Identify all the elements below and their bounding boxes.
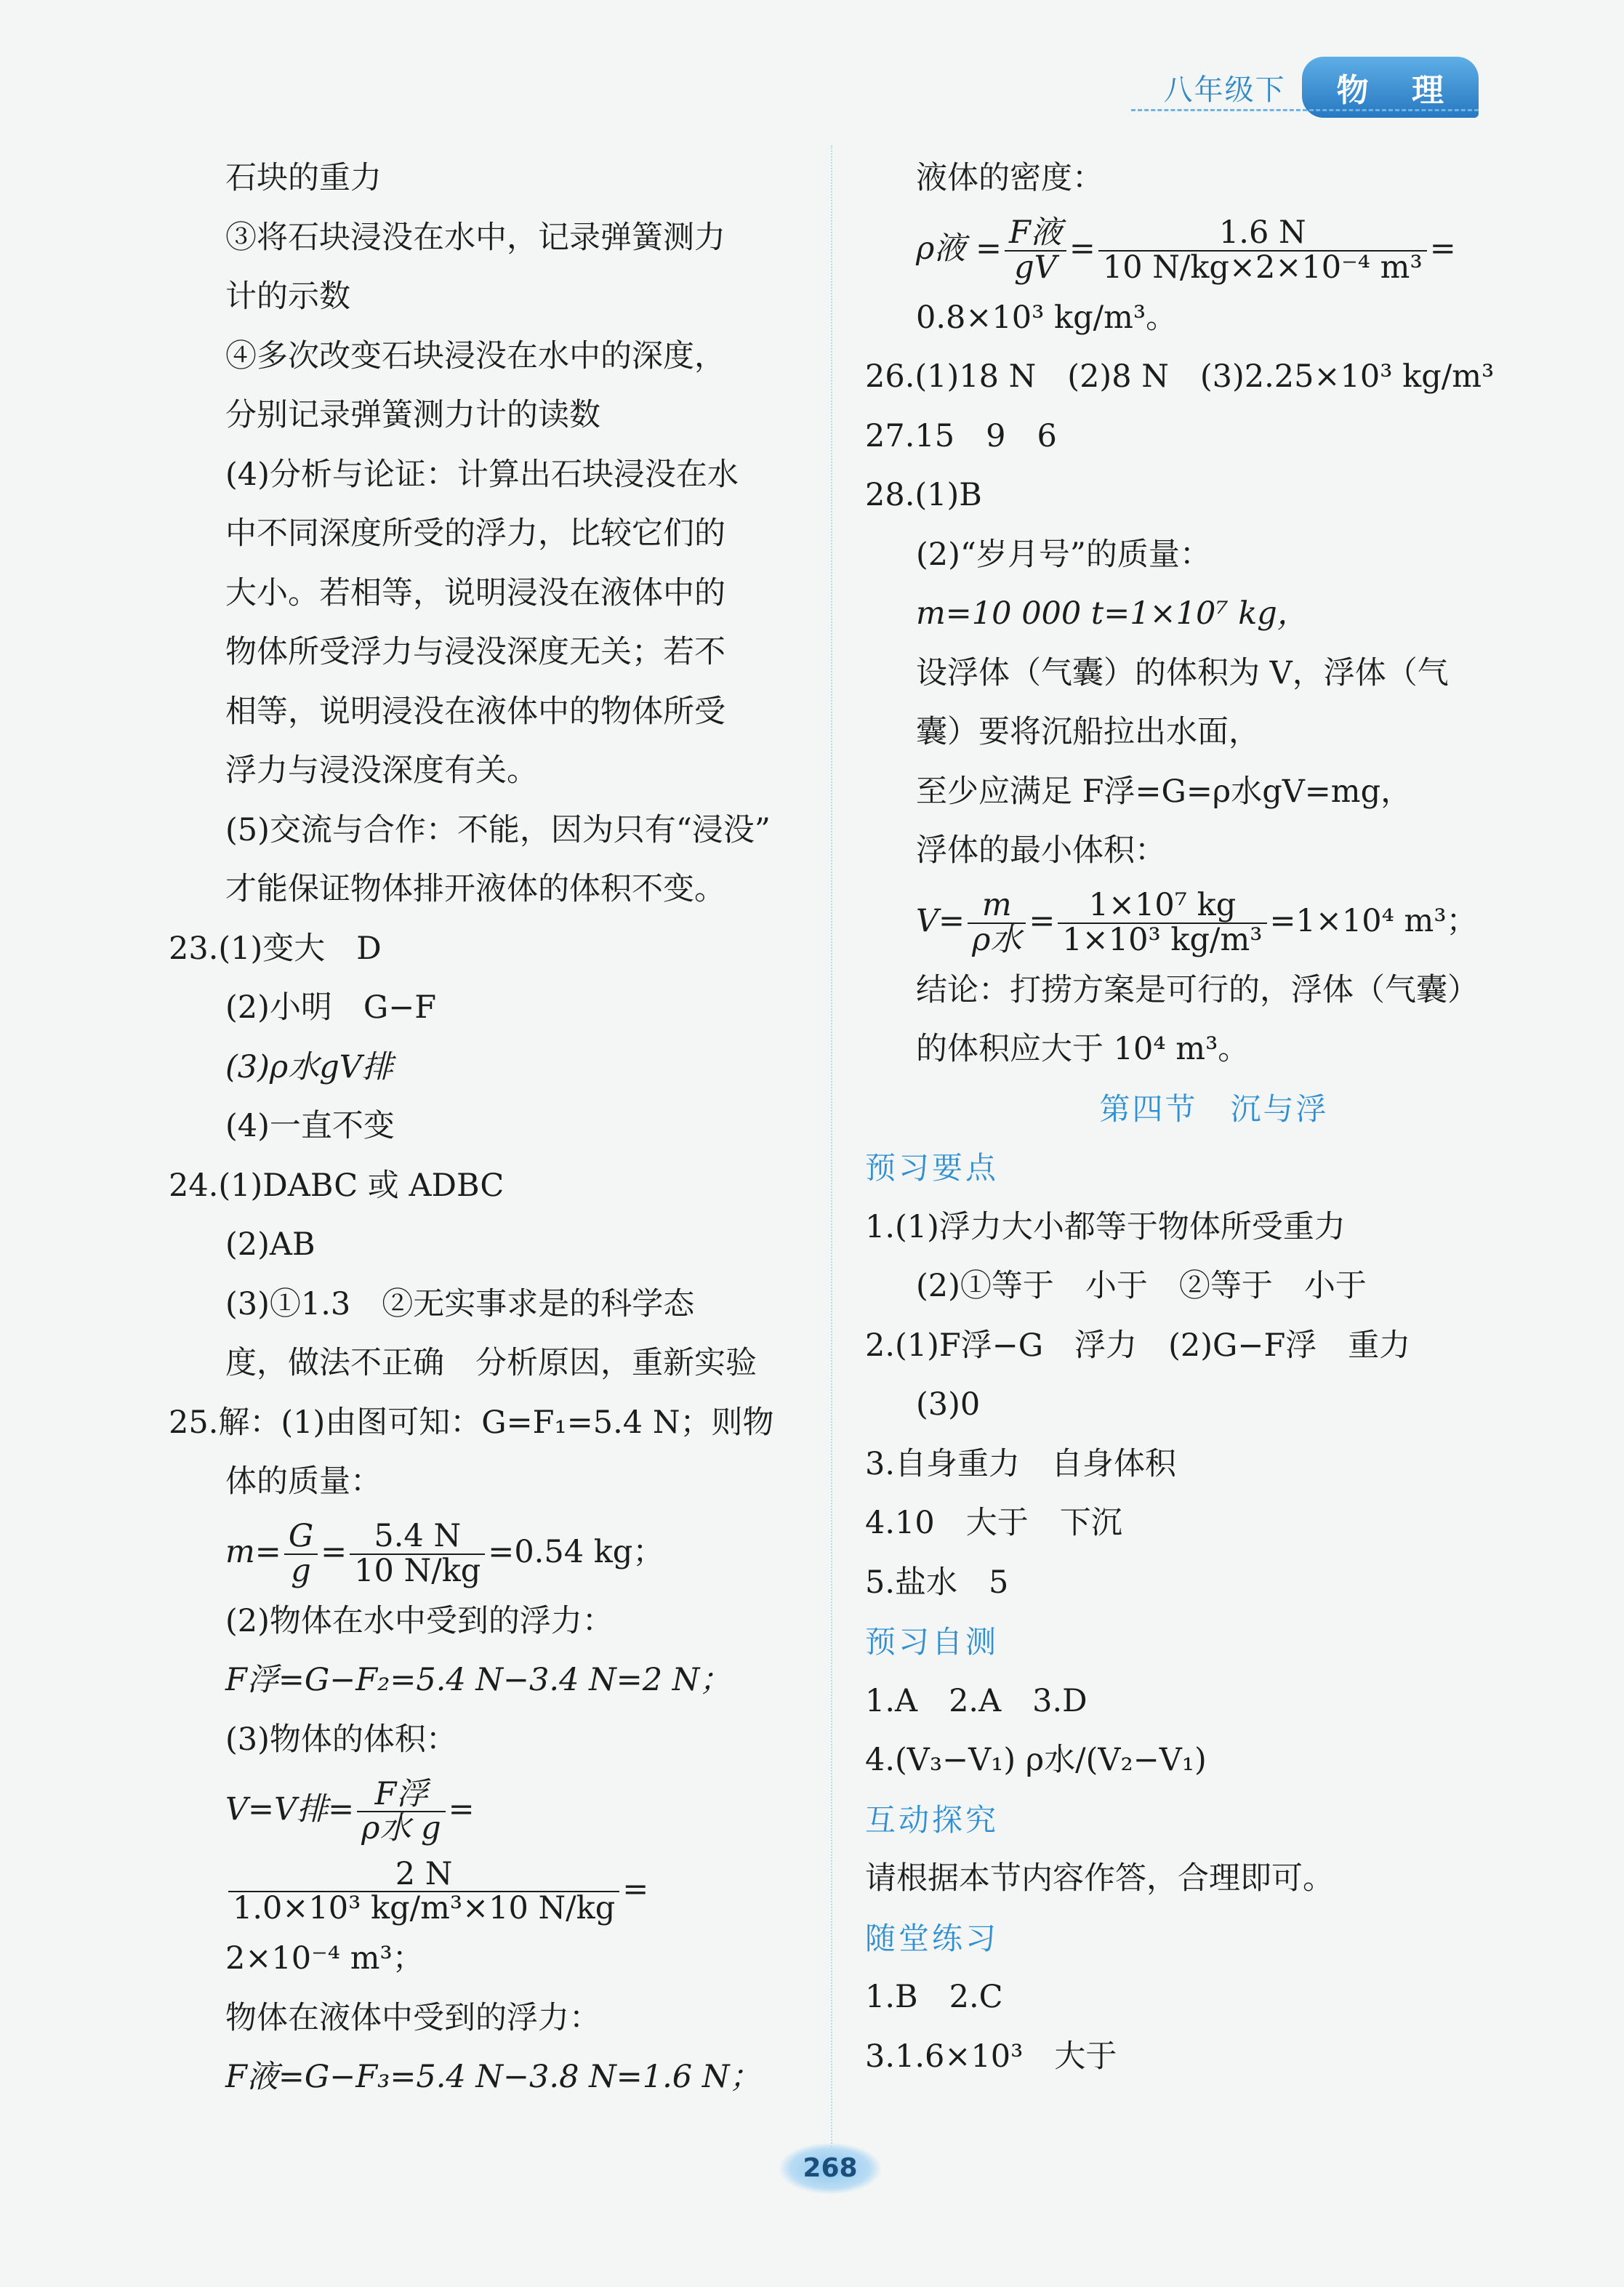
column-divider: [831, 145, 832, 2181]
answer-line: 3.1.6×10³ 大于: [865, 2038, 1117, 2075]
answer-line: F液=G−F₃=5.4 N−3.8 N=1.6 N；: [225, 2059, 761, 2095]
right-column: [865, 149, 1505, 2086]
answer-line: 结论：打捞方案是可行的，浮体（气囊）: [916, 971, 1479, 1008]
heading-practice: 随堂练习: [865, 1920, 1000, 1956]
answer-line: 分别记录弹簧测力计的读数: [225, 397, 600, 433]
header-divider: [1131, 109, 1479, 111]
answer-line: (4)一直不变: [225, 1108, 395, 1144]
heading-preview-test: 预习自测: [865, 1624, 1000, 1660]
fraction: $\frac{\text{F液}}{gV}$: [1005, 217, 1066, 284]
answer-27: 27.15 9 6: [865, 417, 1057, 454]
subject-tab: 物 理: [1302, 57, 1479, 118]
answer-line: 体的质量：: [225, 1463, 382, 1500]
density-formula: ρ液 = $\frac{\text{F液}}{gV}$ = $\frac{1.6 N}{\text{10 N/kg×2×10⁻⁴ m³}}$ =: [916, 214, 1456, 286]
answer-line: 4.(V₃−V₁) ρ水/(V₂−V₁): [865, 1742, 1207, 1778]
answer-line: 相等，说明浸没在液体中的物体所受: [225, 693, 725, 730]
answer-line: (3)0: [916, 1386, 981, 1423]
answer-line: 大小。若相等，说明浸没在液体中的: [225, 574, 725, 611]
answer-line: 囊）要将沉船拉出水面，: [916, 714, 1260, 750]
answer-line: 3.自身重力 自身体积: [865, 1445, 1177, 1482]
fraction: $\frac{2 N}{\text{1.0×10³ kg/m³×10 N/kg}}$: [228, 1858, 619, 1925]
answer-line: (3)①1.3 ②无实事求是的科学态: [225, 1285, 695, 1322]
answer-line: 物体在液体中受到的浮力：: [225, 1999, 600, 2036]
answer-line: F浮=G−F₂=5.4 N−3.4 N=2 N；: [225, 1662, 731, 1698]
answer-line: (2)物体在水中受到的浮力：: [225, 1602, 614, 1639]
answer-line: 物体所受浮力与浸没深度无关；若不: [225, 634, 725, 670]
answer-line: (2)小明 G−F: [225, 989, 437, 1026]
volume-formula-2: $\frac{2 N}{\text{1.0×10³ kg/m³×10 N/kg}}$ =: [169, 1849, 808, 1929]
fraction: $\frac{\text{F浮}}{\text{ρ水 g}}$: [357, 1778, 445, 1845]
fraction: $\frac{\text{1×10⁷ kg}}{\text{1×10³ kg/m³}}$: [1058, 889, 1266, 956]
answer-line: 度，做法不正确 分析原因，重新实验: [225, 1345, 757, 1381]
fraction: $\frac{G}{g}$: [284, 1520, 318, 1587]
heading-interactive: 互动探究: [865, 1801, 1000, 1838]
answer-line: m=10 000 t=1×10⁷ kg，: [916, 595, 1309, 632]
answer-line: 1.(1)浮力大小都等于物体所受重力: [865, 1208, 1346, 1245]
answer-line: 石块的重力: [225, 160, 382, 196]
answer-23: 23.(1)变大 D: [169, 930, 382, 967]
answer-line: 1.B 2.C: [865, 1979, 1003, 2015]
grade-label: 八年级下: [1163, 73, 1286, 107]
mass-formula: m= $\frac{G}{g}$ = $\frac{5.4 N}{10 N/kg}$ =0.54 kg；: [225, 1518, 664, 1589]
answer-line: (4)分析与论证：计算出石块浸没在水: [225, 456, 739, 493]
answer-line: (2)AB: [225, 1226, 315, 1263]
answer-line: (5)交流与合作：不能，因为只有“浸没”: [225, 811, 771, 848]
answer-25: 25.解：(1)由图可知：G=F₁=5.4 N；则物: [169, 1404, 774, 1441]
answer-line: ④多次改变石块浸没在水中的深度，: [225, 337, 725, 374]
answer-line: 2.(1)F浮−G 浮力 (2)G−F浮 重力: [865, 1327, 1411, 1364]
answer-line: 2×10⁻⁴ m³；: [225, 1940, 424, 1977]
answer-line: 至少应满足 F浮=G=ρ水gV=mg，: [916, 773, 1412, 810]
answer-line: 4.10 大于 下沉: [865, 1505, 1122, 1541]
answer-line: 0.8×10³ kg/m³。: [916, 299, 1178, 336]
heading-preview-points: 预习要点: [865, 1150, 1000, 1186]
answer-line: 1.A 2.A 3.D: [865, 1682, 1088, 1719]
volume-formula: V=V排= $\frac{\text{F浮}}{\text{ρ水 g}}$ =: [225, 1775, 475, 1846]
answer-line: ③将石块浸没在水中，记录弹簧测力: [225, 219, 725, 256]
answer-line: 浮力与浸没深度有关。: [225, 752, 538, 789]
answer-line: 液体的密度：: [916, 160, 1104, 196]
answer-line: 设浮体（气囊）的体积为 V，浮体（气: [916, 654, 1449, 691]
answer-line: 才能保证物体排开液体的体积不变。: [225, 871, 725, 907]
left-column: [169, 149, 808, 2107]
answer-line: 中不同深度所受的浮力，比较它们的: [225, 515, 725, 552]
fraction: $\frac{m}{\text{ρ水}}$: [968, 889, 1026, 956]
page-number: 268: [779, 2143, 881, 2194]
fraction: $\frac{1.6 N}{\text{10 N/kg×2×10⁻⁴ m³}}$: [1098, 217, 1427, 284]
answer-line: 请根据本节内容作答，合理即可。: [865, 1860, 1334, 1897]
section-title: 第四节 沉与浮: [1099, 1090, 1329, 1127]
min-volume-formula: V= $\frac{m}{\text{ρ水}}$ = $\frac{\text{1×10⁷ kg}}{\text{1×10³ kg/m³}}$ =1×10⁴ m³；: [916, 887, 1478, 958]
answer-26: 26.(1)18 N (2)8 N (3)2.25×10³ kg/m³: [865, 358, 1495, 395]
answer-line: (2)①等于 小于 ②等于 小于: [916, 1268, 1367, 1304]
answer-line: 5.盐水 5: [865, 1564, 1009, 1601]
answer-28: 28.(1)B: [865, 477, 982, 513]
answer-line: (3)物体的体积：: [225, 1721, 457, 1758]
answer-line: (2)“岁月号”的质量：: [916, 536, 1211, 573]
answer-24: 24.(1)DABC 或 ADBC: [169, 1167, 505, 1204]
answer-line: (3)ρ水gV排: [225, 1048, 393, 1085]
answer-line: 计的示数: [225, 278, 350, 315]
answer-line: 浮体的最小体积：: [916, 832, 1166, 869]
answer-line: 的体积应大于 10⁴ m³。: [916, 1031, 1250, 1067]
fraction: $\frac{5.4 N}{10 N/kg}$: [350, 1520, 485, 1587]
